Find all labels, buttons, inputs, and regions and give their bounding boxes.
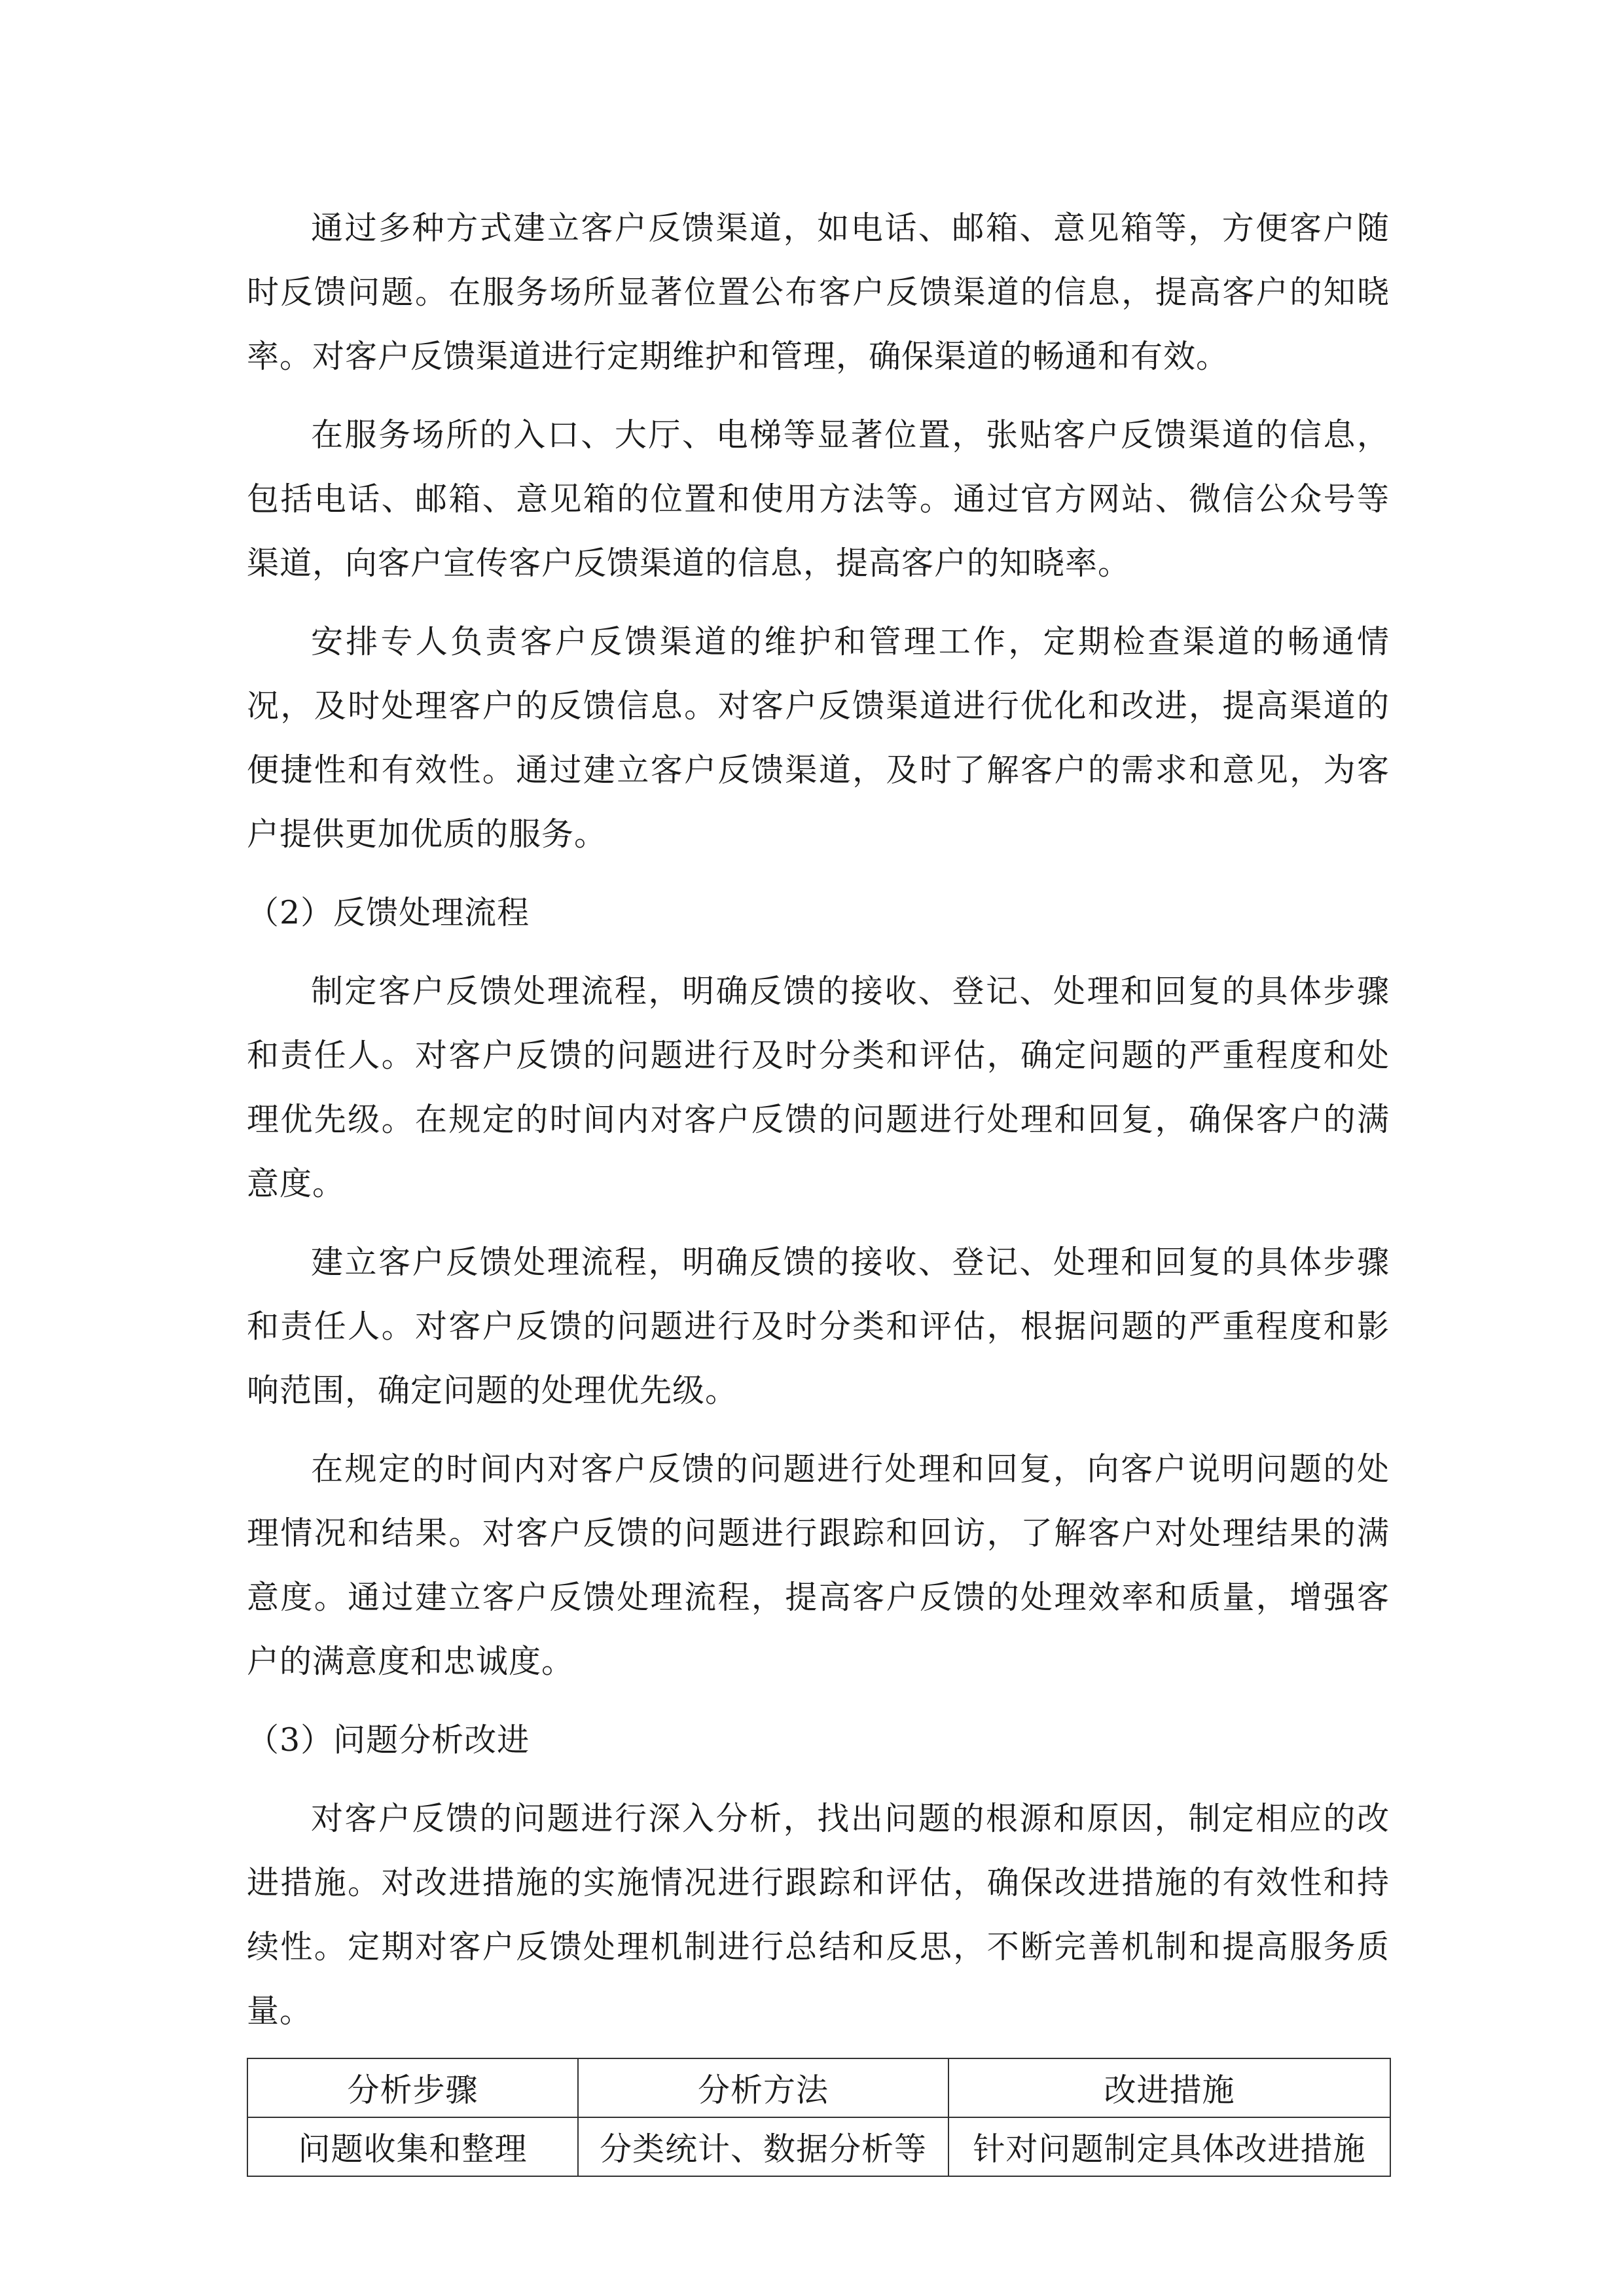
paragraph: 在服务场所的入口、大厅、电梯等显著位置，张贴客户反馈渠道的信息，包括电话、邮箱、意见箱的位置和使用方法等。通过官方网站、微信公众号等渠道，向客户宣传客户反馈渠道的信息，提高客户的知晓率。	[247, 416, 1390, 582]
section-heading: （2）反馈处理流程	[247, 894, 530, 931]
table-row	[247, 2117, 1390, 2176]
table-cell: 问题收集和整理	[247, 2117, 578, 2176]
document-page	[247, 196, 1390, 2177]
table-header-row	[247, 2058, 1390, 2117]
table-cell: 分类统计、数据分析等	[578, 2117, 948, 2176]
section-heading: （3）问题分析改进	[247, 1721, 530, 1759]
table-header-cell: 分析步骤	[247, 2058, 578, 2117]
analysis-table	[247, 2058, 1391, 2177]
paragraph: 在规定的时间内对客户反馈的问题进行处理和回复，向客户说明问题的处理情况和结果。对客户反馈的问题进行跟踪和回访，了解客户对处理结果的满意度。通过建立客户反馈处理流程，提高客户反馈的处理效率和质量，增强客户的满意度和忠诚度。	[247, 1450, 1390, 1680]
paragraph: 建立客户反馈处理流程，明确反馈的接收、登记、处理和回复的具体步骤和责任人。对客户反馈的问题进行及时分类和评估，根据问题的严重程度和影响范围，确定问题的处理优先级。	[247, 1244, 1390, 1409]
paragraph: 通过多种方式建立客户反馈渠道，如电话、邮箱、意见箱等，方便客户随时反馈问题。在服务场所显著位置公布客户反馈渠道的信息，提高客户的知晓率。对客户反馈渠道进行定期维护和管理，确保渠道的畅通和有效。	[247, 209, 1390, 375]
paragraph: 制定客户反馈处理流程，明确反馈的接收、登记、处理和回复的具体步骤和责任人。对客户反馈的问题进行及时分类和评估，确定问题的严重程度和处理优先级。在规定的时间内对客户反馈的问题进行处理和回复，确保客户的满意度。	[247, 973, 1390, 1202]
paragraph: 安排专人负责客户反馈渠道的维护和管理工作，定期检查渠道的畅通情况，及时处理客户的反馈信息。对客户反馈渠道进行优化和改进，提高渠道的便捷性和有效性。通过建立客户反馈渠道，及时了解客户的需求和意见，为客户提供更加优质的服务。	[247, 623, 1390, 853]
table-header-cell: 分析方法	[578, 2058, 948, 2117]
table-header-cell: 改进措施	[948, 2058, 1390, 2117]
paragraph: 对客户反馈的问题进行深入分析，找出问题的根源和原因，制定相应的改进措施。对改进措施的实施情况进行跟踪和评估，确保改进措施的有效性和持续性。定期对客户反馈处理机制进行总结和反思，不断完善机制和提高服务质量。	[247, 1800, 1390, 2030]
table-cell: 针对问题制定具体改进措施	[948, 2117, 1390, 2176]
